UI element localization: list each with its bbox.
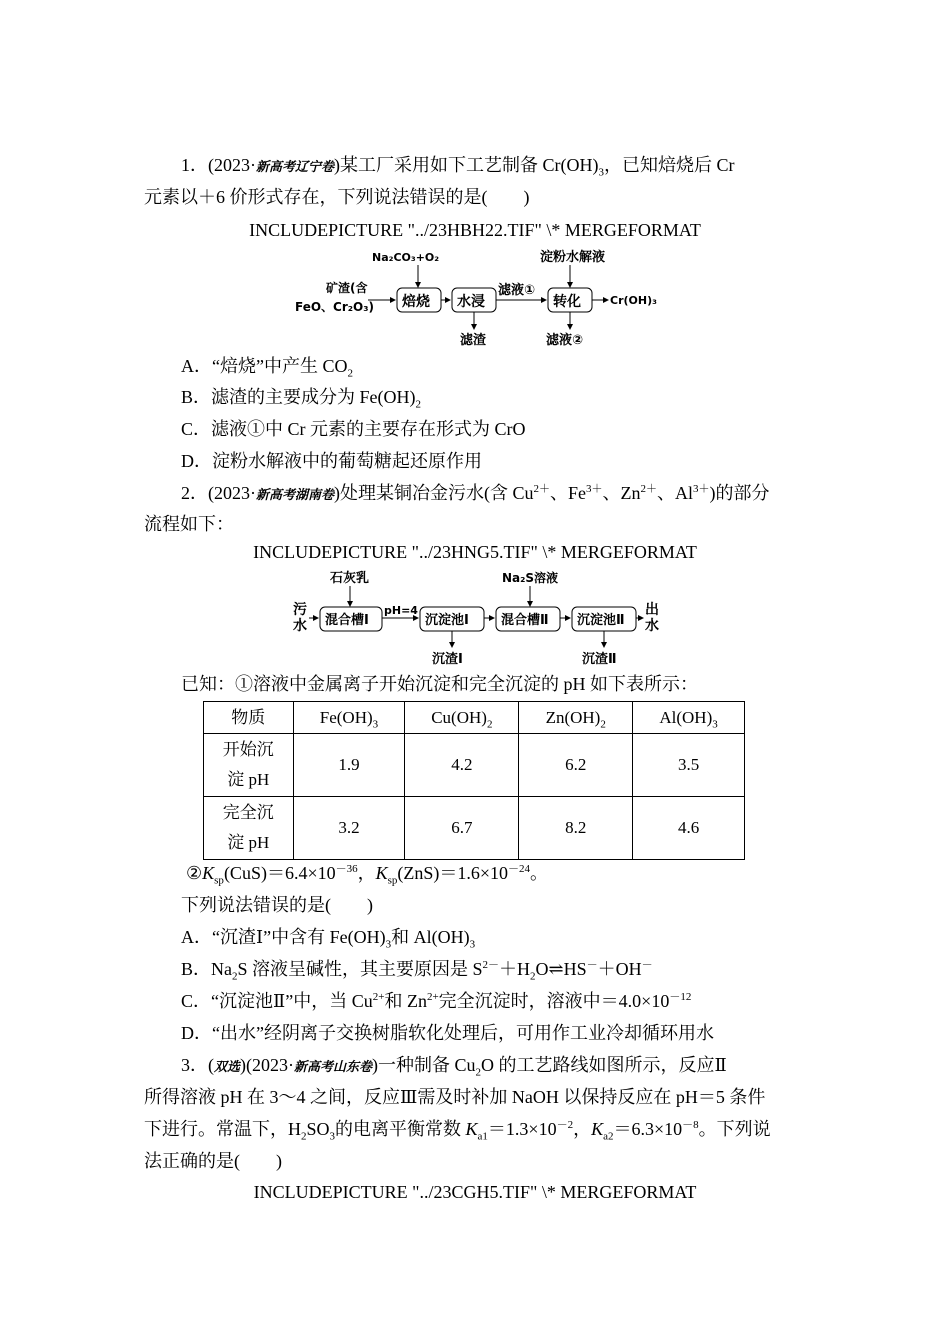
q2-option-a: A．“沉渣Ⅰ”中含有 $Fe(OH)_3$和 $Al(OH)_3$ bbox=[181, 927, 476, 951]
q1-include-field: INCLUDEPICTURE "../23HBH22.TIF" \* MERGEFORMAT bbox=[249, 220, 701, 240]
q2-box-settle1-label: 沉淀池Ⅰ bbox=[425, 613, 469, 628]
q1-stem-line2: 元素以＋6 价形式存在，下列说法错误的是( ) bbox=[144, 187, 530, 207]
q2-stem-line1: 2．(2023·新高考湖南卷)处理某铜冶金污水(含 $Cu^{2+}$、$Fe^{3+}$、$Zn^{2+}$、$Al^{3+}$)的部分 bbox=[181, 483, 770, 503]
q1-option-a: A．“焙烧”中产生 $CO_2$ bbox=[181, 356, 353, 380]
table-cell: 6.2 bbox=[519, 734, 633, 797]
q2-res2: 沉渣Ⅱ bbox=[582, 652, 617, 667]
q1-arrow-label: 滤液① bbox=[498, 283, 536, 298]
q2-feed2: Na₂S溶液 bbox=[502, 571, 559, 585]
q2-option-d: D．“出水”经阴离子交换树脂软化处理后，可用作工业冷却循环用水 bbox=[181, 1023, 714, 1043]
q1-out2: 滤液② bbox=[546, 333, 584, 348]
table-row bbox=[204, 734, 745, 797]
table-cell: 1.9 bbox=[293, 734, 405, 797]
ph-table bbox=[203, 701, 745, 860]
q2-stem-line2: 流程如下： bbox=[144, 514, 234, 534]
q1-stem-line1: 1．(2023·新高考辽宁卷)某工厂采用如下工艺制备 $Cr(OH)_3$，已知焙烧后 Cr bbox=[181, 155, 735, 179]
q1-box-leach-label: 水浸 bbox=[457, 294, 485, 310]
q2-box-mix1-label: 混合槽Ⅰ bbox=[325, 613, 369, 628]
q2-out-l1: 出 bbox=[645, 602, 659, 618]
q3-stem-line1: 3．(双选)(2023·新高考山东卷)一种制备 $Cu_2O$ 的工艺路线如图所示，反应Ⅱ bbox=[181, 1055, 727, 1079]
table-cell: 3.5 bbox=[633, 734, 745, 797]
q3-include-field: INCLUDEPICTURE "../23CGH5.TIF" \* MERGEFORMAT bbox=[253, 1182, 697, 1202]
table-col-header: $Al(OH)_3$ bbox=[633, 702, 745, 734]
table-cell: 8.2 bbox=[519, 797, 633, 860]
q2-ph-label: pH=4 bbox=[384, 604, 418, 617]
table-cell: 4.6 bbox=[633, 797, 745, 860]
q2-question: 下列说法错误的是( ) bbox=[181, 895, 373, 915]
q2-box-settle2-label: 沉淀池Ⅱ bbox=[577, 613, 625, 628]
q2-ksp-line: $②K_{sp}(CuS)=6.4\times 10^{-36}$，$K_{sp}(ZnS)=1.6\times 10^{-24}$。 bbox=[186, 863, 549, 887]
table-cell: 3.2 bbox=[293, 797, 405, 860]
q3-stem-line2: 所得溶液 pH 在 3～4 之间，反应Ⅲ需及时补加 NaOH 以保持反应在 pH＝5 条件 bbox=[144, 1087, 766, 1107]
table-cell: 4.2 bbox=[405, 734, 519, 797]
table-row-header: 完全沉 淀 pH bbox=[204, 797, 294, 860]
q2-in-l1: 污 bbox=[293, 602, 307, 618]
q2-out-l2: 水 bbox=[645, 618, 659, 634]
table-col-header: $Cu(OH)_2$ bbox=[405, 702, 519, 734]
q2-option-c: C．“沉淀池Ⅱ”中，当 $Cu^{2+}$和 $Zn^{2+}$完全沉淀时，溶液中$=4.0\times 10^{-12}$ bbox=[181, 991, 692, 1011]
q3-stem-line4: 法正确的是( ) bbox=[144, 1151, 282, 1171]
q2-known-intro: 已知：①溶液中金属离子开始沉淀和完全沉淀的 pH 如下表所示： bbox=[181, 674, 698, 694]
table-col-header: $Fe(OH)_3$ bbox=[293, 702, 405, 734]
q2-option-b: B．$Na_2S$ 溶液呈碱性，其主要原因是 $S^{2-}+H_2O\rightleftharpoons HS^-+OH^-$ bbox=[181, 959, 653, 983]
q3-source-tag: 新高考山东卷 bbox=[294, 1060, 373, 1075]
q1-input-l2: FeO、Cr₂O₃) bbox=[295, 300, 374, 314]
q1-option-d: D．淀粉水解液中的葡萄糖起还原作用 bbox=[181, 451, 482, 471]
q1-feed-top: Na₂CO₃+O₂ bbox=[372, 251, 440, 264]
table-header-row bbox=[204, 702, 745, 734]
q1-feed-right: 淀粉水解液 bbox=[540, 250, 606, 265]
q1-out1: 滤渣 bbox=[460, 333, 487, 348]
q2-include-field: INCLUDEPICTURE "../23HNG5.TIF" \* MERGEFORMAT bbox=[253, 542, 697, 562]
q1-input-l1: 矿渣(含 bbox=[326, 281, 368, 295]
table-col-header: $Zn(OH)_2$ bbox=[519, 702, 633, 734]
q1-option-c: C．滤液①中 Cr 元素的主要存在形式为 CrO bbox=[181, 419, 526, 439]
table-row-header: 开始沉 淀 pH bbox=[204, 734, 294, 797]
q1-box-convert-label: 转化 bbox=[553, 294, 581, 310]
q2-box-mix2-label: 混合槽Ⅱ bbox=[501, 613, 549, 628]
q3-stem-line3: 下进行。常温下，$H_2SO_3$的电离平衡常数 $K_{a1}=1.3\times 10^{-2}$，$K_{a2}=6.3\times 10^{-8}$。下列说 bbox=[144, 1119, 771, 1143]
q2-feed1: 石灰乳 bbox=[330, 571, 370, 586]
q1-product: Cr(OH)₃ bbox=[610, 294, 657, 307]
q2-res1: 沉渣Ⅰ bbox=[432, 652, 463, 667]
q1-source-tag: 新高考辽宁卷 bbox=[256, 160, 335, 175]
q2-source-tag: 新高考湖南卷 bbox=[256, 488, 335, 503]
q1-box-roast-label: 焙烧 bbox=[402, 294, 430, 310]
table-row bbox=[204, 797, 745, 860]
table-cell: 6.7 bbox=[405, 797, 519, 860]
q1-option-b: B．滤渣的主要成分为 $Fe(OH)_2$ bbox=[181, 387, 421, 411]
q2-flow-diagram bbox=[290, 566, 670, 670]
q2-in-l2: 水 bbox=[293, 618, 307, 634]
q3-type-tag: 双选 bbox=[214, 1060, 241, 1075]
q1-flow-diagram bbox=[290, 245, 670, 350]
table-corner: 物质 bbox=[204, 702, 294, 734]
